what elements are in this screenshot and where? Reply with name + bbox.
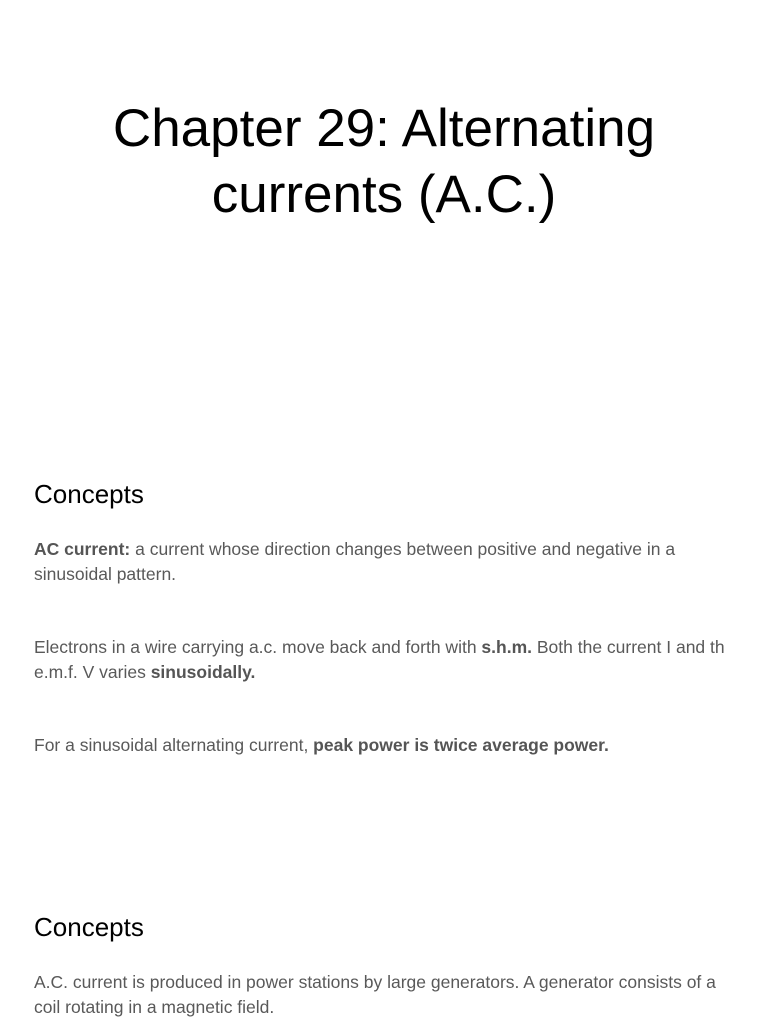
generator-paragraph: A.C. current is produced in power stations by large generators. A generator consists of a coil rotating in a magnetic field. [34,972,716,1017]
peak-power-text: For a sinusoidal alternating current, [34,735,314,755]
shm-term: s.h.m. [481,637,532,657]
concepts-heading-1: Concepts [34,479,144,509]
sinusoidally-term: sinusoidally. [150,662,256,682]
chapter-title-line-1: Chapter 29: Alternating [112,99,656,158]
electrons-shm-paragraph [34,635,744,685]
ac-current-definition [34,537,744,587]
peak-power-emphasis: peak power is twice average power. [313,735,609,755]
chapter-title [0,96,768,228]
electrons-text-2: Both the current I and th e.m.f. V varies [34,637,725,682]
concepts-heading-2: Concepts [34,912,144,942]
ac-current-text: a current whose direction changes between positive and negative in a sinusoidal pattern. [34,539,676,584]
peak-power-paragraph [34,733,744,758]
electrons-text-1: Electrons in a wire carrying a.c. move back and forth with [34,637,482,657]
ac-current-term: AC current: [34,539,131,559]
chapter-title-line-2: currents (A.C.) [211,165,557,224]
